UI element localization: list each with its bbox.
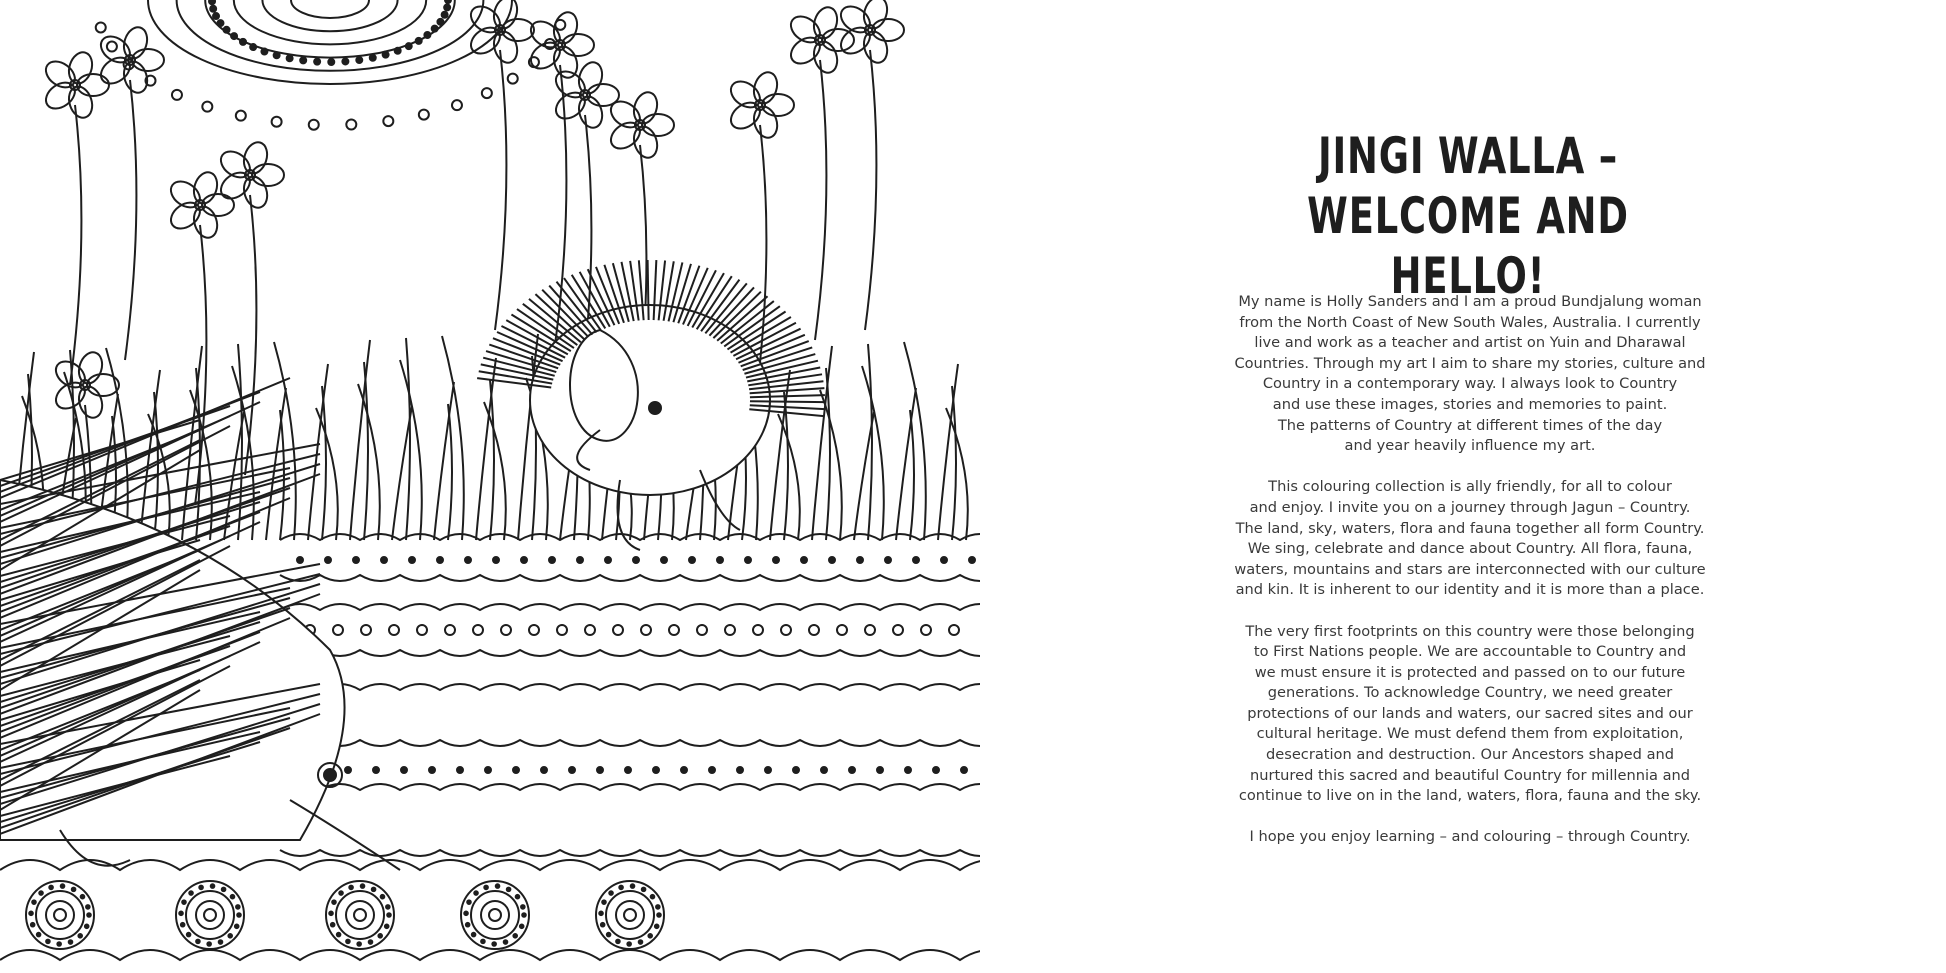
dot	[648, 934, 652, 938]
flower-stem	[865, 50, 876, 330]
dot	[57, 942, 61, 946]
dot	[395, 48, 401, 54]
flower-stem	[245, 195, 256, 475]
dot	[353, 557, 359, 563]
dot	[224, 27, 230, 33]
dot	[821, 767, 827, 773]
dot	[429, 767, 435, 773]
dot	[516, 895, 520, 899]
dot	[29, 912, 33, 916]
circle-motif	[624, 909, 636, 921]
dot	[287, 55, 293, 61]
dot	[969, 557, 975, 563]
dot	[642, 888, 646, 892]
dot	[424, 32, 430, 38]
flower-stem	[815, 60, 826, 340]
dot	[837, 625, 847, 635]
dot	[601, 923, 605, 927]
dot	[625, 767, 631, 773]
text-line: live and work as a teacher and artist on Yuin and Dharawal	[1254, 334, 1686, 352]
dot	[513, 934, 517, 938]
text-line: protections of our lands and waters, our sacred sites and our	[1247, 704, 1693, 722]
dot	[521, 557, 527, 563]
intro-text	[1195, 292, 1745, 869]
flower-petal	[750, 69, 781, 106]
dot	[381, 557, 387, 563]
dot	[236, 905, 240, 909]
dot	[274, 52, 280, 58]
dot	[893, 625, 903, 635]
dot	[196, 940, 200, 944]
echidna-eye	[649, 402, 661, 414]
dot	[793, 767, 799, 773]
text-line: and use these images, stories and memories to paint.	[1272, 395, 1668, 413]
wave-band	[0, 950, 980, 960]
dot	[697, 625, 707, 635]
flower-petal	[75, 349, 106, 386]
page-title	[1232, 126, 1704, 306]
text-line: and year heavily influence my art.	[1344, 437, 1596, 455]
dot	[513, 767, 519, 773]
circle-motif	[36, 891, 84, 939]
dot	[437, 557, 443, 563]
flower-petal	[132, 49, 164, 71]
wave-band	[280, 684, 980, 690]
text-line: and kin. It is inherent to our identity and it is more than a place.	[1235, 581, 1705, 599]
dot	[309, 120, 319, 130]
dot	[219, 940, 223, 944]
circle-motif	[471, 891, 519, 939]
dot	[651, 895, 655, 899]
flower-petal	[562, 34, 594, 56]
dot	[387, 913, 391, 917]
dot	[482, 88, 492, 98]
circle-motif	[205, 0, 455, 58]
dot	[332, 900, 336, 904]
dot	[681, 767, 687, 773]
dot	[31, 923, 35, 927]
text-line: The very first footprints on this country were those belonging	[1245, 622, 1695, 640]
dot	[492, 942, 496, 946]
dot	[452, 100, 462, 110]
circle-motif	[606, 891, 654, 939]
text-line: My name is Holly Sanders and I am a proud Bundjalung woman	[1238, 293, 1702, 310]
dot	[210, 6, 216, 12]
dot	[349, 886, 353, 890]
text-line: we must ensure it is protected and passed on to our future	[1254, 663, 1686, 681]
circle-motif	[46, 901, 74, 929]
text-line: The land, sky, waters, flora and fauna together all form Country.	[1235, 519, 1705, 537]
dot	[877, 767, 883, 773]
dot	[432, 26, 438, 32]
title-line-2: WELCOME AND HELLO!	[1307, 187, 1629, 305]
dot	[466, 923, 470, 927]
dot	[189, 891, 193, 895]
dot	[222, 888, 226, 892]
text-line: Country in a contemporary way. I always look to Country	[1262, 375, 1678, 393]
circle-motif	[354, 909, 366, 921]
dot	[467, 900, 471, 904]
dot	[37, 933, 41, 937]
dot	[250, 44, 256, 50]
dot	[329, 912, 333, 916]
dot	[361, 884, 365, 888]
dot	[85, 924, 89, 928]
dot	[339, 891, 343, 895]
text-line: desecration and destruction. Our Ancestors shaped and	[1265, 746, 1675, 764]
dot	[86, 905, 90, 909]
dot	[199, 886, 203, 890]
dot	[849, 767, 855, 773]
dot	[381, 895, 385, 899]
dot	[182, 900, 186, 904]
dot	[639, 940, 643, 944]
dot	[474, 891, 478, 895]
echidna-pupil	[324, 769, 336, 781]
dot	[857, 557, 863, 563]
dot	[328, 59, 334, 65]
dot	[172, 90, 182, 100]
dot	[689, 557, 695, 563]
dot	[865, 625, 875, 635]
text-line: from the North Coast of New South Wales, Australia. I currently	[1239, 313, 1701, 331]
dot	[961, 767, 967, 773]
dot	[78, 934, 82, 938]
wave-band	[280, 650, 980, 656]
text-line: to First Nations people. We are accountable to Country and	[1253, 643, 1687, 661]
dot	[369, 940, 373, 944]
dot	[416, 38, 422, 44]
dot	[345, 767, 351, 773]
circle-motif	[616, 901, 644, 929]
dot	[370, 55, 376, 61]
text-line: The patterns of Country at different times of the day	[1277, 416, 1663, 434]
flower-petal	[252, 164, 284, 186]
dot	[32, 900, 36, 904]
dot	[240, 39, 246, 45]
dot	[357, 942, 361, 946]
dot	[342, 58, 348, 64]
dot	[372, 888, 376, 892]
dot	[557, 625, 567, 635]
dot	[96, 22, 106, 32]
circle-motif	[262, 0, 397, 31]
dot	[549, 557, 555, 563]
dot	[508, 74, 518, 84]
dot	[941, 557, 947, 563]
dot	[72, 888, 76, 892]
circle-motif	[481, 901, 509, 929]
dot	[445, 0, 451, 3]
dot	[473, 625, 483, 635]
dot	[409, 557, 415, 563]
circle-motif	[196, 901, 224, 929]
dot	[773, 557, 779, 563]
dot	[442, 12, 448, 18]
dot	[613, 625, 623, 635]
flower-petal	[762, 94, 794, 116]
dot	[444, 4, 450, 10]
dot	[231, 33, 237, 39]
dot	[905, 767, 911, 773]
flower-petal	[642, 114, 674, 136]
text-line: and enjoy. I invite you on a journey through Jagun – Country.	[1249, 498, 1691, 516]
dot	[949, 625, 959, 635]
dot	[661, 557, 667, 563]
paragraph-2	[1195, 477, 1745, 601]
dot	[333, 625, 343, 635]
dot	[346, 119, 356, 129]
dot	[529, 625, 539, 635]
dot	[481, 940, 485, 944]
dot	[801, 557, 807, 563]
dot	[605, 557, 611, 563]
dot	[607, 933, 611, 937]
dot	[297, 557, 303, 563]
dot	[385, 924, 389, 928]
dot	[520, 924, 524, 928]
dot	[187, 933, 191, 937]
dot	[361, 625, 371, 635]
dot	[179, 912, 183, 916]
dot	[445, 625, 455, 635]
dot	[107, 42, 117, 52]
text-line: nurtured this sacred and beautiful Country for millennia and	[1249, 766, 1691, 784]
dot	[501, 625, 511, 635]
dot	[181, 923, 185, 927]
flower-petal	[630, 89, 661, 126]
dot	[419, 110, 429, 120]
dot	[709, 767, 715, 773]
dot	[314, 59, 320, 65]
dot	[493, 557, 499, 563]
dot	[87, 913, 91, 917]
flower-petal	[860, 0, 891, 31]
dot	[300, 57, 306, 63]
dot	[809, 625, 819, 635]
dot	[669, 625, 679, 635]
flower-petal	[502, 19, 534, 41]
dot	[717, 557, 723, 563]
flower-petal	[202, 194, 234, 216]
dot	[599, 912, 603, 916]
dot	[541, 767, 547, 773]
circle-motif	[346, 901, 374, 929]
dot	[378, 934, 382, 938]
dot	[213, 13, 219, 19]
circle-motif	[336, 891, 384, 939]
dot	[485, 767, 491, 773]
dot	[569, 767, 575, 773]
dot	[616, 940, 620, 944]
flower-stem	[125, 80, 136, 360]
flower-petal	[120, 24, 151, 61]
dot	[472, 933, 476, 937]
dot	[496, 884, 500, 888]
circle-motif	[54, 909, 66, 921]
dot	[383, 116, 393, 126]
dot	[653, 767, 659, 773]
dot	[406, 43, 412, 49]
flower-petal	[810, 4, 841, 41]
flower-stem	[495, 50, 506, 330]
echidna-spine	[648, 260, 649, 320]
dot	[61, 884, 65, 888]
flower-petal	[490, 0, 521, 31]
circle-motif	[204, 909, 216, 921]
dot	[389, 625, 399, 635]
wave-band	[280, 784, 980, 790]
dot	[507, 888, 511, 892]
circle-motif	[186, 891, 234, 939]
flower-petal	[65, 49, 96, 86]
dot	[337, 933, 341, 937]
dot	[325, 557, 331, 563]
wave-band	[280, 740, 980, 746]
dot	[235, 924, 239, 928]
dot	[829, 557, 835, 563]
wave-band	[280, 604, 980, 610]
dot	[231, 895, 235, 899]
dot	[602, 900, 606, 904]
flower-petal	[77, 74, 109, 96]
dot	[401, 767, 407, 773]
paragraph-4	[1195, 827, 1745, 848]
paragraph-3	[1195, 622, 1745, 807]
dot	[521, 905, 525, 909]
text-line: We sing, celebrate and dance about Country. All flora, fauna,	[1247, 540, 1693, 558]
dot	[765, 767, 771, 773]
dot	[49, 886, 53, 890]
title-line-1: JINGI WALLA –	[1317, 127, 1618, 185]
dot	[236, 111, 246, 121]
text-line: I hope you enjoy learning – and colouring – through Country.	[1249, 828, 1691, 846]
flower-petal	[872, 19, 904, 41]
flower-stem	[70, 105, 81, 385]
dot	[921, 625, 931, 635]
dot	[484, 886, 488, 890]
dot	[81, 895, 85, 899]
text-line: waters, mountains and stars are interconnected with our culture	[1234, 560, 1706, 578]
dot	[373, 767, 379, 773]
wave-band	[280, 850, 980, 856]
text-line: cultural heritage. We must defend them from exploitation,	[1256, 725, 1684, 743]
dot	[781, 625, 791, 635]
text-line: continue to live on in the land, waters, flora, fauna and the sky.	[1238, 787, 1702, 805]
dot	[633, 557, 639, 563]
dot	[753, 625, 763, 635]
dot	[211, 884, 215, 888]
text-line: This colouring collection is ally friendly, for all to colour	[1268, 478, 1672, 496]
dot	[641, 625, 651, 635]
dot	[631, 884, 635, 888]
dot	[272, 117, 282, 127]
dot	[933, 767, 939, 773]
dot	[609, 891, 613, 895]
dot	[417, 625, 427, 635]
wave-band	[280, 575, 980, 581]
dot	[585, 625, 595, 635]
dot	[464, 912, 468, 916]
dot	[69, 940, 73, 944]
dot	[655, 924, 659, 928]
circle-motif	[234, 0, 426, 44]
dot	[656, 905, 660, 909]
dot	[885, 557, 891, 563]
circle-motif	[291, 0, 369, 18]
dot	[207, 942, 211, 946]
dot	[465, 557, 471, 563]
dot	[745, 557, 751, 563]
dot	[209, 0, 215, 4]
dot	[522, 913, 526, 917]
circle-motif	[489, 909, 501, 921]
dot	[725, 625, 735, 635]
dot	[657, 913, 661, 917]
dot	[577, 557, 583, 563]
dot	[383, 52, 389, 58]
dot	[39, 891, 43, 895]
dot	[217, 20, 223, 26]
dot	[237, 913, 241, 917]
dot	[437, 19, 443, 25]
flower-petal	[575, 59, 606, 96]
dot	[46, 940, 50, 944]
dot	[356, 57, 362, 63]
flower-petal	[190, 169, 221, 206]
dot	[737, 767, 743, 773]
wave-band	[0, 860, 980, 870]
dot	[457, 767, 463, 773]
dot	[619, 886, 623, 890]
dot	[228, 934, 232, 938]
dot	[913, 557, 919, 563]
text-line: Countries. Through my art I aim to share my stories, culture and	[1234, 354, 1706, 372]
dot	[331, 923, 335, 927]
dot	[504, 940, 508, 944]
paragraph-1	[1195, 292, 1745, 457]
dot	[597, 767, 603, 773]
dot	[627, 942, 631, 946]
text-line: generations. To acknowledge Country, we need greater	[1267, 684, 1673, 702]
echidna-spine	[0, 378, 290, 498]
dot	[346, 940, 350, 944]
flower-petal	[240, 139, 271, 176]
echidna-spine	[750, 401, 825, 402]
dot	[386, 905, 390, 909]
dot	[261, 49, 267, 55]
dot	[202, 102, 212, 112]
